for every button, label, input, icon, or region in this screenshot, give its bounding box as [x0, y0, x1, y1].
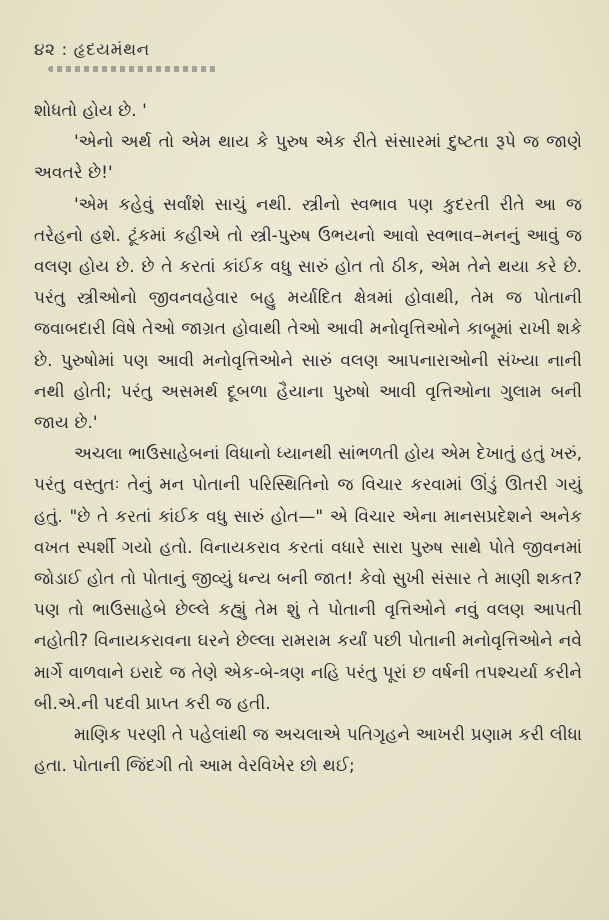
- page-header: [34, 40, 150, 60]
- paragraph: માણિક પરણી તે પહેલાંથી જ અચલાએ પતિગૃહને આખરી પ્રણામ કરી લીધા હતા. પોતાની જિંદગી તો આમ વેરવિખેર છો થઈ;: [34, 725, 582, 777]
- page-number: ૪૨: [34, 40, 56, 60]
- header-wavy-rule: [48, 66, 218, 72]
- header-separator: :: [61, 40, 68, 60]
- paragraph: 'એમ કહેવું સર્વાંશે સાચું નથી. સ્ત્રીનો સ્વભાવ પણ કુદરતી રીતે આ જ તરેહનો હશે. ટૂંકમાં કહીએ તો સ્ત્રી-પુરુષ ઉભયનો આવો સ્વભાવ–મનનું આવું જ વલણ હોય છે. છે તે કરતાં કાંઈક વધુ સારું હોત તો ઠીક, એમ તેને થયા કરે છે. પરંતુ સ્ત્રીઓનો જીવનવહેવાર બહુ મર્યાદિત ક્ષેત્રમાં હોવાથી, તેમ જ પોતાની જવાબદારી વિષે તેઓ જાગ્રત હોવાથી તેઓ આવી મનોવૃત્તિઓને કાબૂમાં રાખી શકે છે. પુરુષોમાં પણ આવી મનોવૃત્તિઓને સારું વલણ આપનારાઓની સંખ્યા નાની નથી હોતી; પરંતુ અસમર્થ દૂબળા હૈયાના પુરુષો આવી વૃત્તિઓના ગુલામ બની જાય છે.': [34, 194, 582, 434]
- paragraph: શોધતો હોય છે. ': [34, 101, 147, 121]
- paragraph: 'એનો અર્થ તો એમ થાય કે પુરુષ એક રીતે સંસારમાં દુષ્ટતા રૂપે જ જાણે અવતરે છે!': [34, 132, 582, 184]
- paragraph: અચલા ભાઉસાહેબનાં વિધાનો ધ્યાનથી સાંભળતી હોય એમ દેખાતું હતું ખરું, પરંતુ વસ્તુતઃ તેનું મન પોતાની પરિસ્થિતિનો જ વિચાર કરવામાં ઊંડું ઊતરી ગયું હતું. "છે તે કરતાં કાંઈક વધુ સારું હોત—" એ વિચાર એના માનસપ્રદેશને અનેક વખત સ્પર્શી ગયો હતો. વિનાયકરાવ કરતાં વધારે સારા પુરુષ સાથે પોતે જીવનમાં જોડાઈ હોત તો પોતાનું જીવ્યું ધન્ય બની જાત! કેવો સુખી સંસાર તે માણી શકત? પણ તો ભાઉસાહેબે છેલ્લે કહ્યું તેમ શું તે પોતાની વૃત્તિઓને નવું વલણ આપતી નહોતી? વિનાયકરાવના ઘરને છેલ્લા રામરામ કર્યાં પછી પોતાની મનોવૃત્તિઓને નવે માર્ગે વાળવાને ઇરાદે જ તેણે એક-બે-ત્રણ નહિ પરંતુ પૂરાં છ વર્ષની તપશ્ચર્યા કરીને બી.એ.ની પદવી પ્રાપ્ત કરી જ હતી.: [34, 444, 582, 714]
- body-text: [34, 96, 582, 782]
- running-title: હૃદયમંથન: [73, 40, 150, 60]
